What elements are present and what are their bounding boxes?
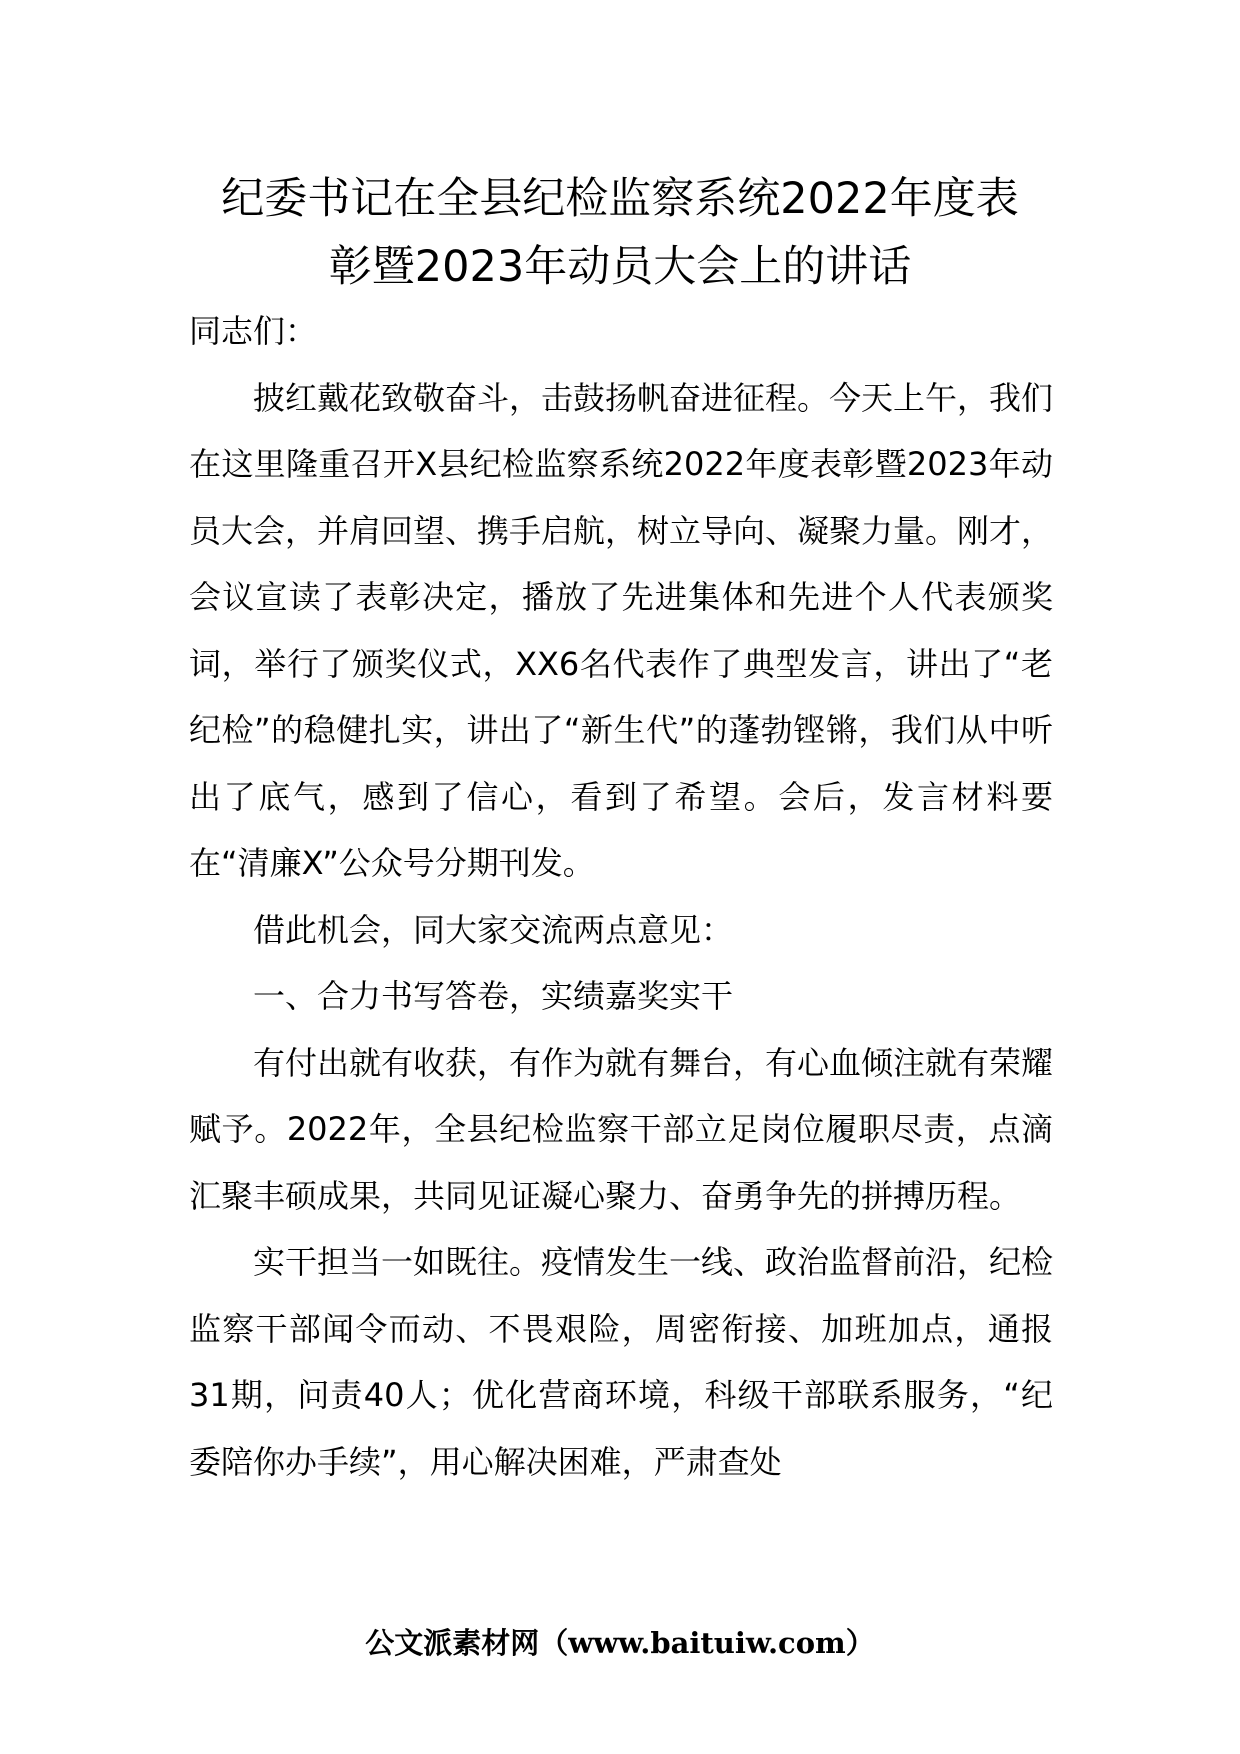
- paragraph-opening: 披红戴花致敬奋斗，击鼓扬帆奋进征程。今天上午，我们在这里隆重召开X县纪检监察系统2022年度表彰暨2023年动员大会，并肩回望、携手启航，树立导向、凝聚力量。刚才，会议宣读了表彰决定，播放了先进集体和先进个人代表颁奖词，举行了颁奖仪式，XX6名代表作了典型发言，讲出了“老纪检”的稳健扎实，讲出了“新生代”的蓬勃铿锵，我们从中听出了底气，感到了信心，看到了希望。会后，发言材料要在“清廉X”公众号分期刊发。: [189, 378, 1054, 882]
- paragraph-achievements: 有付出就有收获，有作为就有舞台，有心血倾注就有荣耀赋予。2022年，全县纪检监察干部立足岗位履职尽责，点滴汇聚丰硕成果，共同见证凝心聚力、奋勇争先的拼搏历程。: [189, 1043, 1054, 1215]
- document-body: [189, 298, 1053, 1495]
- document-title: [160, 165, 1080, 301]
- section-heading-1: 一、合力书写答卷，实绩嘉奖实干: [253, 977, 734, 1015]
- paragraph-transition: 借此机会，同大家交流两点意见：: [253, 910, 734, 949]
- salutation: 同志们：: [189, 312, 318, 350]
- title-line-2: 彰暨2023年动员大会上的讲话: [328, 242, 912, 292]
- title-line-1: 纪委书记在全县纪检监察系统2022年度表: [221, 174, 1019, 224]
- paragraph-dedication: 实干担当一如既往。疫情发生一线、政治监督前沿，纪检监察干部闻令而动、不畏艰险，周密衔接、加班加点，通报31期，问责40人；优化营商环境，科级干部联系服务，“纪委陪你办手续”，用心解决困难，严肃查处: [189, 1243, 1054, 1481]
- footer-watermark: 公文派素材网（www.baituiw.com）: [365, 1626, 875, 1660]
